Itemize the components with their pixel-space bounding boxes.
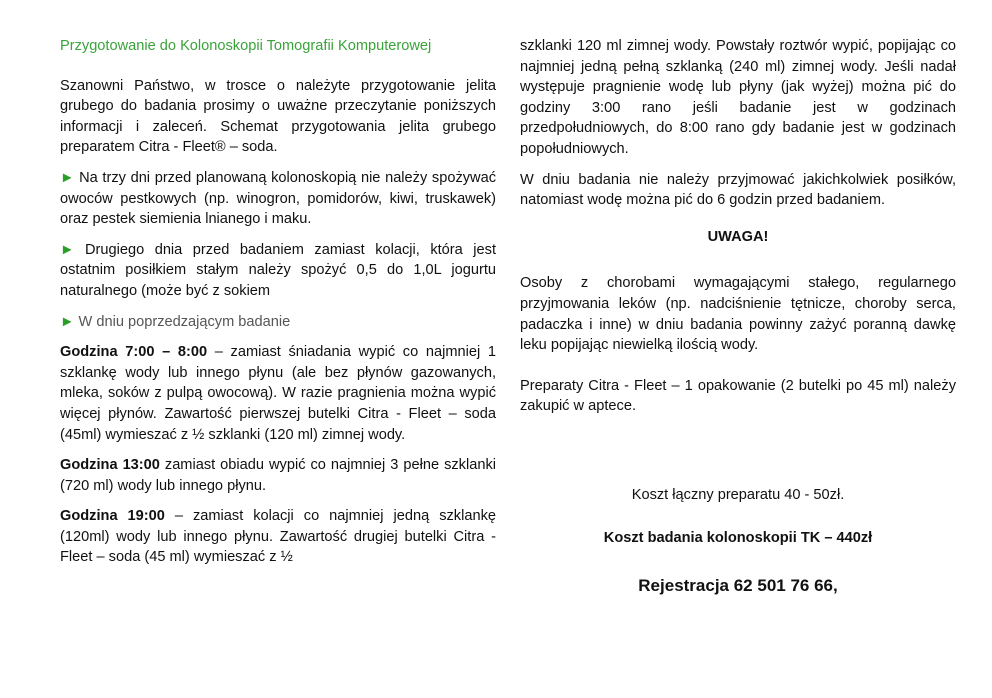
arrow-icon: ►: [60, 313, 75, 330]
left-column: [60, 36, 496, 568]
document-title: Przygotowanie do Kolonoskopii Tomografii Komputerowej: [60, 38, 432, 54]
right-column: [520, 36, 956, 597]
warning-heading: UWAGA!: [707, 228, 769, 245]
cost-preparation: Koszt łączny preparatu 40 - 50zł.: [631, 486, 845, 503]
preparation-note: Preparaty Citra - Fleet – 1 opakowanie (2 butelki po 45 ml) należy zakupić w aptece.: [520, 377, 956, 415]
continuation-paragraph: szklanki 120 ml zimnej wody. Powstały roztwór wypić, popijając co najmniej jedną pełną szklanką (240 ml) zimnej wody. Jeśli nadał występuje pragnienie wodę lub płyny (jak wyżej) można pić do godziny 3:00 rano jeśli badanie jest w godzinach przedpołudniowych, do 8:00 rano gdy badanie jest w godzinach popołudniowych.: [520, 38, 956, 157]
bullet-three-days-text: Na trzy dni przed planowaną kolonoskopią nie należy spożywać owoców pestkowych (np. winogron, pomidorów, kiwi, truskawek) oraz pestek siemienia lnianego i maku.: [60, 169, 496, 228]
intro-paragraph: Szanowni Państwo, w trosce o należyte przygotowanie jelita grubego do badania prosimy o uważne przeczytanie poniższych informacji i zaleceń. Schemat przygotowania jelita grubego preparatem Citra - Fleet® – soda.: [60, 77, 496, 156]
step-morning-time: Godzina 7:00 – 8:00: [60, 344, 208, 361]
arrow-icon: ►: [60, 241, 75, 258]
step-evening: [60, 506, 496, 568]
bullet-three-days: [60, 168, 496, 230]
step-morning: [60, 342, 496, 445]
step-noon: [60, 455, 496, 496]
bullet-two-days: [60, 240, 496, 302]
arrow-icon: ►: [60, 169, 75, 186]
step-evening-time: Godzina 19:00: [60, 508, 165, 525]
bullet-day-before: [60, 312, 496, 333]
day-of-exam-paragraph: W dniu badania nie należy przyjmować jakichkolwiek posiłków, natomiast wodę można pić do 6 godzin przed badaniem.: [520, 171, 956, 209]
bullet-two-days-text: Drugiego dnia przed badaniem zamiast kolacji, która jest ostatnim posiłkiem stałym należy spożyć 0,5 do 1,0L jogurtu naturalnego (może być z sokiem: [60, 241, 496, 299]
step-noon-text: zamiast obiadu wypić co najmniej 3 pełne szklanki (720 ml) wody lub innego płynu.: [60, 457, 496, 494]
cost-exam: Koszt badania kolonoskopii TK – 440zł: [603, 529, 873, 546]
step-evening-text: – zamiast kolacji co najmniej jedną szklankę (120ml) wody lub innego płynu. Zawartość drugiej butelki Citra - Fleet – soda (45 ml) wymieszać z ½: [60, 508, 496, 566]
warning-paragraph: Osoby z chorobami wymagającymi stałego, regularnego przyjmowania leków (np. nadciśnienie tętnicze, choroby serca, padaczka i inne) w dniu badania powinny zażyć poranną dawkę leku popijając niewielką ilością wody.: [520, 275, 956, 354]
registration-phone: Rejestracja 62 501 76 66,: [638, 576, 838, 596]
step-noon-time: Godzina 13:00: [60, 457, 160, 474]
bullet-day-before-text: W dniu poprzedzającym badanie: [78, 313, 291, 330]
step-morning-text: – zamiast śniadania wypić co najmniej 1 szklankę wody lub innego płynu (ale bez płynów gazowanych, mleka, soków z pulpą owocową). W razie pragnienia można wypić więcej płynów. Zawartość pierwszej butelki Citra - Fleet – soda (45ml) wymieszać z ½ szklanki (120 ml) zimnej wody.: [60, 344, 496, 443]
